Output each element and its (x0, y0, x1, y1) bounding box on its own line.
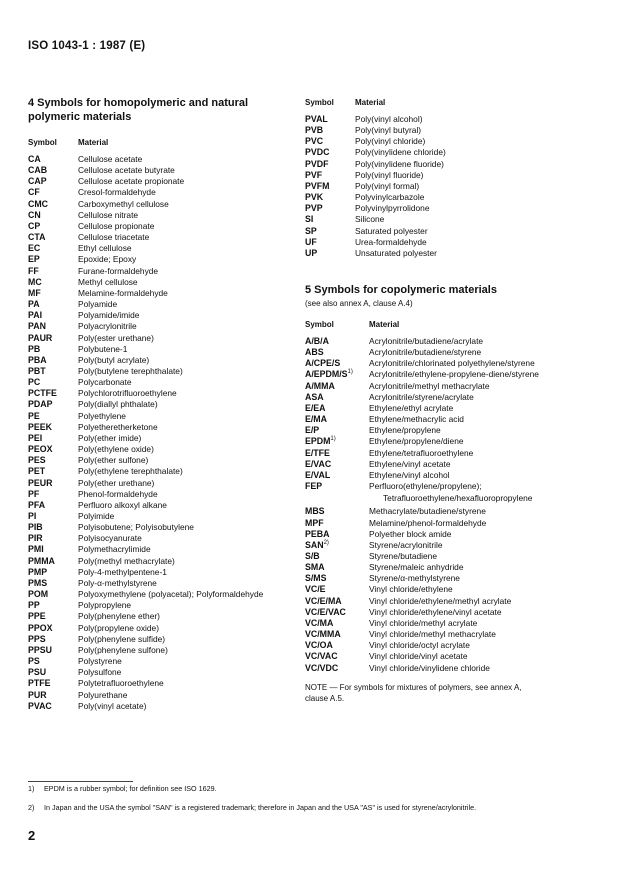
symbol-cell: PVB (305, 125, 324, 136)
symbol-cell: PTFE (28, 678, 51, 689)
table-row (28, 355, 308, 366)
table-row (28, 254, 308, 265)
table-row (305, 248, 595, 259)
material-cell: Acrylonitrile/butadiene/styrene (369, 347, 482, 358)
table-row (28, 165, 308, 176)
symbol-cell: CAP (28, 176, 47, 187)
material-cell: Poly(ethylene terephthalate) (78, 466, 183, 477)
material-cell: Carboxymethyl cellulose (78, 198, 169, 209)
table-row (305, 237, 595, 248)
section-5-table-2 (305, 506, 605, 673)
table-row (305, 573, 605, 584)
symbol-cell: CTA (28, 232, 46, 243)
symbol-cell: CP (28, 220, 41, 231)
symbol-cell: PVAC (28, 700, 52, 711)
symbol-cell: PUR (28, 689, 47, 700)
footnote-2: 2) In Japan and the USA the symbol "SAN" is a registered trademark; therefore in Japan and the USA "AS" is used for styrene/acrylonitrile. (28, 803, 477, 812)
symbol-cell: PE (28, 410, 40, 421)
symbol-cell: VC/E/VAC (305, 606, 346, 617)
symbol-cell: PEEK (28, 421, 52, 432)
symbol-cell: PC (28, 377, 41, 388)
symbol-cell: PF (28, 488, 40, 499)
material-cell: Melamine-formaldehyde (78, 287, 168, 298)
symbol-cell: PBA (28, 354, 47, 365)
table-row (305, 506, 605, 517)
symbol-cell: PIB (28, 522, 43, 533)
material-cell: Styrene/butadiene (369, 550, 437, 561)
symbol-cell: VC/VDC (305, 662, 339, 673)
table-row (28, 388, 308, 399)
table-row (305, 214, 595, 225)
table-row (28, 578, 308, 589)
table-row (305, 551, 605, 562)
table-row (28, 667, 308, 678)
material-cell: Poly(ether sulfone) (78, 455, 149, 466)
material-cell: Polyether block amide (369, 528, 452, 539)
section-5-note: NOTE — For symbols for mixtures of polymers, see annex A, clause A.5. (305, 682, 522, 703)
symbol-cell: PPE (28, 611, 46, 622)
symbol-cell: PAN (28, 321, 46, 332)
symbol-cell: S/MS (305, 573, 327, 584)
symbol-cell: MC (28, 276, 42, 287)
material-cell: Methyl cellulose (78, 276, 138, 287)
table-row (28, 522, 308, 533)
table-row (305, 425, 605, 436)
material-cell: Poly(phenylene sulfide) (78, 633, 166, 644)
material-cell: Poly(vinyl fluoride) (355, 169, 424, 180)
material-cell: Poly(diallyl phthalate) (78, 399, 158, 410)
footnote-divider (28, 781, 133, 782)
symbol-cell: UF (305, 236, 317, 247)
symbol-cell: A/MMA (305, 380, 335, 391)
material-cell: Vinyl chloride/vinyl acetate (369, 651, 468, 662)
table-row (305, 369, 605, 380)
symbol-cell: PEI (28, 432, 43, 443)
table-row (305, 147, 595, 158)
table-row (305, 459, 605, 470)
table-row (28, 600, 308, 611)
table-row (28, 567, 308, 578)
symbol-cell: PVP (305, 203, 323, 214)
material-cell: Acrylonitrile/ethylene-propylene-diene/styrene (369, 369, 539, 380)
table-row (28, 466, 308, 477)
symbol-cell: PMI (28, 544, 44, 555)
table-row (305, 629, 605, 640)
material-cell: Polysulfone (78, 667, 122, 678)
symbol-cell: PSU (28, 667, 47, 678)
material-cell: Unsaturated polyester (355, 247, 437, 258)
material-cell: Poly-α-methylstyrene (78, 577, 157, 588)
material-cell: Vinyl chloride/ethylene/methyl acrylate (369, 595, 512, 606)
symbol-cell: $A/EPDM/S^{1)}$ (305, 369, 353, 380)
material-cell: Cellulose acetate butyrate (78, 165, 175, 176)
table-row (305, 114, 595, 125)
material-cell: Polymethacrylimide (78, 544, 151, 555)
table-row (28, 243, 308, 254)
symbol-cell: PVF (305, 169, 323, 180)
material-cell: Polybutene-1 (78, 343, 128, 354)
material-cell: Ethylene/propylene/diene (369, 436, 464, 447)
table-row (305, 181, 595, 192)
material-cell: Polyvinylcarbazole (355, 192, 425, 203)
symbol-cell: EP (28, 254, 40, 265)
material-cell: Polychlorotrifluoroethylene (78, 388, 177, 399)
material-cell: Vinyl chloride/ethylene/vinyl acetate (369, 606, 502, 617)
symbol-cell: PS (28, 656, 40, 667)
table-row (28, 154, 308, 165)
section-4-cont-column-header: Symbol Material (305, 98, 386, 107)
material-cell: Ethylene/ethyl acrylate (369, 402, 454, 413)
table-row (28, 187, 308, 198)
material-cell: Vinyl chloride/vinylidene chloride (369, 662, 490, 673)
symbol-cell: ASA (305, 391, 324, 402)
symbol-cell: E/VAC (305, 458, 332, 469)
section-5-column-header: Symbol Material (305, 320, 400, 329)
material-cell: Poly(vinyl acetate) (78, 700, 147, 711)
material-cell: Poly(vinyl alcohol) (355, 114, 423, 124)
section-5-table (305, 336, 605, 492)
material-cell: Polystyrene (78, 656, 122, 667)
footnote-ref: 2) (323, 539, 329, 546)
page-number: 2 (28, 828, 36, 843)
symbol-cell: PVDC (305, 147, 330, 158)
table-row (305, 192, 595, 203)
symbol-cell: E/TFE (305, 447, 330, 458)
table-row (305, 481, 605, 492)
material-cell: Perfluoro alkoxyl alkane (78, 499, 167, 510)
table-row (305, 336, 605, 347)
symbol-cell: FEP (305, 481, 323, 492)
table-row (305, 159, 595, 170)
table-row (28, 645, 308, 656)
material-cell: Poly(ethylene oxide) (78, 444, 154, 455)
table-row (28, 678, 308, 689)
material-cell: Poly(vinyl chloride) (355, 136, 426, 147)
table-row (28, 701, 308, 712)
footnote-1: 1) EPDM is a rubber symbol; for definition see ISO 1629. (28, 784, 217, 793)
table-row (305, 347, 605, 358)
table-row (305, 562, 605, 573)
material-cell: Poly(vinyl butyral) (355, 125, 422, 136)
symbol-cell: E/P (305, 425, 320, 436)
material-cell: Poly(butylene terephthalate) (78, 365, 183, 376)
table-row (28, 533, 308, 544)
symbol-cell: VC/MA (305, 617, 334, 628)
material-cell: Polyetheretherketone (78, 421, 158, 432)
symbol-cell: PIR (28, 533, 43, 544)
material-cell: Poly(butyl acrylate) (78, 354, 150, 365)
material-cell: Styrene/α-methylstyrene (369, 573, 460, 584)
symbol-cell: PDAP (28, 399, 53, 410)
symbol-cell: VC/E (305, 584, 326, 595)
symbol-cell: CF (28, 187, 40, 198)
table-row (28, 556, 308, 567)
symbol-cell: VC/VAC (305, 651, 338, 662)
symbol-cell: A/CPE/S (305, 358, 341, 369)
material-cell: Cellulose nitrate (78, 209, 139, 220)
symbol-cell: SI (305, 214, 314, 225)
table-row (28, 690, 308, 701)
table-row (28, 611, 308, 622)
material-cell: Vinyl chloride/ethylene (369, 584, 453, 595)
material-cell: Poly(ether urethane) (78, 477, 155, 488)
symbol-cell: E/VAL (305, 469, 331, 480)
material-cell: Styrene/acrylonitrile (369, 539, 443, 550)
symbol-cell: PP (28, 600, 40, 611)
table-row (305, 358, 605, 369)
section-4 (28, 96, 308, 712)
material-cell: Acrylonitrile/styrene/acrylate (369, 391, 474, 402)
table-row (305, 640, 605, 651)
symbol-cell: ABS (305, 347, 324, 358)
table-row (28, 344, 308, 355)
material-cell: Melamine/phenol-formaldehyde (369, 517, 487, 528)
material-cell: Vinyl chloride/octyl acrylate (369, 640, 470, 651)
material-cell: Poly(ether imide) (78, 432, 142, 443)
material-cell: Poly-4-methylpentene-1 (78, 566, 167, 577)
table-row (28, 544, 308, 555)
table-row (28, 310, 308, 321)
material-cell: Poly(propylene oxide) (78, 622, 160, 633)
symbol-cell: PEOX (28, 444, 53, 455)
material-cell: Acrylonitrile/methyl methacrylate (369, 380, 490, 391)
material-cell: Polypropylene (78, 600, 132, 611)
table-row (305, 136, 595, 147)
table-row (28, 478, 308, 489)
table-row (305, 226, 595, 237)
section-5-subtitle: (see also annex A, clause A.4) (305, 299, 413, 308)
symbol-cell: PPOX (28, 622, 53, 633)
material-cell: Ethylene/vinyl acetate (369, 458, 451, 469)
material-cell: Polyamide/imide (78, 310, 140, 321)
symbol-cell: SP (305, 225, 317, 236)
section-4-table (28, 154, 308, 712)
table-row (305, 125, 595, 136)
material-cell: Ethyl cellulose (78, 243, 132, 254)
symbol-cell: PEBA (305, 528, 330, 539)
table-row (28, 210, 308, 221)
symbol-cell: PAI (28, 310, 43, 321)
symbol-cell: PES (28, 455, 46, 466)
symbol-cell: VC/E/MA (305, 595, 342, 606)
symbol-cell: PEUR (28, 477, 53, 488)
symbol-cell: PPS (28, 633, 46, 644)
table-row (305, 203, 595, 214)
section-5 (305, 283, 605, 704)
material-cell: Ethylene/propylene (369, 425, 441, 436)
symbol-cell: POM (28, 589, 49, 600)
material-cell: Polyimide (78, 511, 115, 521)
table-row (28, 288, 308, 299)
symbol-cell: PB (28, 343, 41, 354)
material-cell: Polyurethane (78, 689, 128, 700)
table-row (305, 170, 595, 181)
table-row (28, 277, 308, 288)
material-cell: Polyethylene (78, 410, 126, 421)
material-cell: Ethylene/methacrylic acid (369, 414, 464, 425)
table-row (305, 584, 605, 595)
material-cell: Polycarbonate (78, 377, 132, 388)
material-cell: Urea-formaldehyde (355, 236, 427, 247)
symbol-cell: PMMA (28, 555, 55, 566)
material-cell: Cellulose triacetate (78, 232, 150, 243)
material-cell: Poly(vinylidene chloride) (355, 147, 446, 158)
material-cell: Styrene/maleic anhydride (369, 562, 464, 573)
table-row (305, 381, 605, 392)
table-row (28, 366, 308, 377)
table-row (28, 422, 308, 433)
material-cell: Vinyl chloride/methyl methacrylate (369, 629, 496, 640)
table-row (28, 634, 308, 645)
symbol-cell: MBS (305, 506, 325, 517)
section-4-column-header: Symbol Material (28, 138, 109, 147)
symbol-cell: CMC (28, 198, 49, 209)
material-cell: Poly(vinylidene fluoride) (355, 158, 444, 169)
symbol-cell: PVFM (305, 180, 330, 191)
material-cell: Perfluoro(ethylene/propylene); (369, 481, 482, 492)
table-row (305, 518, 605, 529)
table-row (28, 411, 308, 422)
material-cell: Cellulose acetate (78, 154, 143, 164)
material-cell: Ethylene/tetrafluoroethylene (369, 447, 474, 458)
section-4-cont-table (305, 114, 595, 259)
footnote-ref: 1) (330, 436, 336, 443)
material-cell: Epoxide; Epoxy (78, 254, 137, 265)
material-cell: Polyvinylpyrrolidone (355, 203, 430, 214)
table-row (28, 511, 308, 522)
table-row (305, 540, 605, 551)
symbol-cell: VC/MMA (305, 629, 341, 640)
material-cell: Cellulose propionate (78, 220, 155, 231)
material-cell: Poly(phenylene sulfone) (78, 644, 168, 655)
material-cell: Ethylene/vinyl alcohol (369, 469, 450, 480)
material-cell: Polyisocyanurate (78, 533, 142, 544)
material-cell: Vinyl chloride/methyl acrylate (369, 617, 478, 628)
material-cell: Poly(phenylene ether) (78, 611, 160, 622)
table-row (28, 321, 308, 332)
material-cell: Acrylonitrile/butadiene/acrylate (369, 336, 484, 346)
symbol-cell: CN (28, 209, 41, 220)
table-row (28, 299, 308, 310)
symbol-cell: PAUR (28, 332, 53, 343)
material-cell: Polyamide (78, 299, 118, 310)
symbol-cell: PFA (28, 499, 46, 510)
symbol-cell: S/B (305, 550, 320, 561)
symbol-cell: SMA (305, 562, 325, 573)
symbol-cell: PPSU (28, 644, 52, 655)
symbol-cell: PET (28, 466, 46, 477)
symbol-cell: A/B/A (305, 336, 329, 346)
material-cell: Phenol-formaldehyde (78, 488, 158, 499)
symbol-cell: PCTFE (28, 388, 57, 399)
table-row (305, 403, 605, 414)
footnote-ref: 1) (347, 369, 353, 376)
symbol-cell: UP (305, 247, 318, 258)
table-row (305, 414, 605, 425)
material-cell: Furane-formaldehyde (78, 265, 159, 276)
material-cell: Acrylonitrile/chlorinated polyethylene/styrene (369, 358, 535, 369)
material-cell: Polyisobutene; Polyisobutylene (78, 522, 194, 533)
table-row (305, 470, 605, 481)
symbol-cell: PVDF (305, 158, 329, 169)
table-row (305, 392, 605, 403)
symbol-cell: SAN$^{2)}$ (305, 539, 329, 550)
table-row (28, 623, 308, 634)
table-row (28, 444, 308, 455)
table-row (28, 221, 308, 232)
document-header: ISO 1043-1 : 1987 (E) (28, 40, 146, 52)
material-cell: Methacrylate/butadiene/styrene (369, 506, 486, 517)
table-row (305, 529, 605, 540)
symbol-cell: PA (28, 299, 40, 310)
symbol-cell: CAB (28, 165, 48, 176)
material-cell: Poly(methyl methacrylate) (78, 555, 175, 566)
table-row (28, 199, 308, 210)
symbol-cell: EPDM$^{1)}$ (305, 436, 336, 447)
material-cell: Polyacrylonitrile (78, 321, 137, 332)
symbol-cell: CA (28, 154, 41, 164)
symbol-cell: E/MA (305, 414, 327, 425)
symbol-cell: PVAL (305, 114, 328, 124)
table-row (28, 377, 308, 388)
table-row (305, 436, 605, 447)
material-cell: Saturated polyester (355, 225, 428, 236)
table-row (28, 266, 308, 277)
material-cell: Poly(ester urethane) (78, 332, 154, 343)
material-cell: Poly(vinyl formal) (355, 180, 420, 191)
material-cell: Polytetrafluoroethylene (78, 678, 164, 689)
table-row (28, 500, 308, 511)
symbol-cell: E/EA (305, 402, 326, 413)
section-4-title: 4 Symbols for homopolymeric and natural polymeric materials (28, 97, 249, 123)
symbol-cell: MF (28, 287, 41, 298)
symbol-cell: MPF (305, 517, 324, 528)
table-row (28, 489, 308, 500)
section-5-title: 5 Symbols for copolymeric materials (305, 284, 497, 296)
table-row (28, 656, 308, 667)
symbol-cell: FF (28, 265, 39, 276)
table-row (28, 399, 308, 410)
symbol-cell: PMS (28, 577, 48, 588)
table-row (28, 589, 308, 600)
symbol-cell: VC/OA (305, 640, 333, 651)
table-row (305, 448, 605, 459)
material-cell: Polyoxymethylene (polyacetal); Polyformaldehyde (78, 589, 264, 600)
material-cell: Cresol-formaldehyde (78, 187, 156, 198)
symbol-cell: PBT (28, 365, 46, 376)
table-row (28, 232, 308, 243)
section-4-continued (305, 98, 595, 259)
table-row (305, 607, 605, 618)
table-row (28, 433, 308, 444)
table-row (28, 176, 308, 187)
table-row (305, 596, 605, 607)
symbol-cell: PVK (305, 192, 324, 203)
symbol-cell: PI (28, 511, 37, 521)
symbol-cell: PMP (28, 566, 48, 577)
table-row (28, 333, 308, 344)
fep-continuation: Tetrafluoroethylene/hexafluoropropylene (383, 493, 533, 504)
symbol-cell: EC (28, 243, 41, 254)
material-cell: Silicone (355, 214, 385, 225)
symbol-cell: PVC (305, 136, 324, 147)
table-row (305, 651, 605, 662)
table-row (305, 618, 605, 629)
material-cell: Cellulose acetate propionate (78, 176, 185, 187)
table-row (28, 455, 308, 466)
table-row (305, 663, 605, 674)
